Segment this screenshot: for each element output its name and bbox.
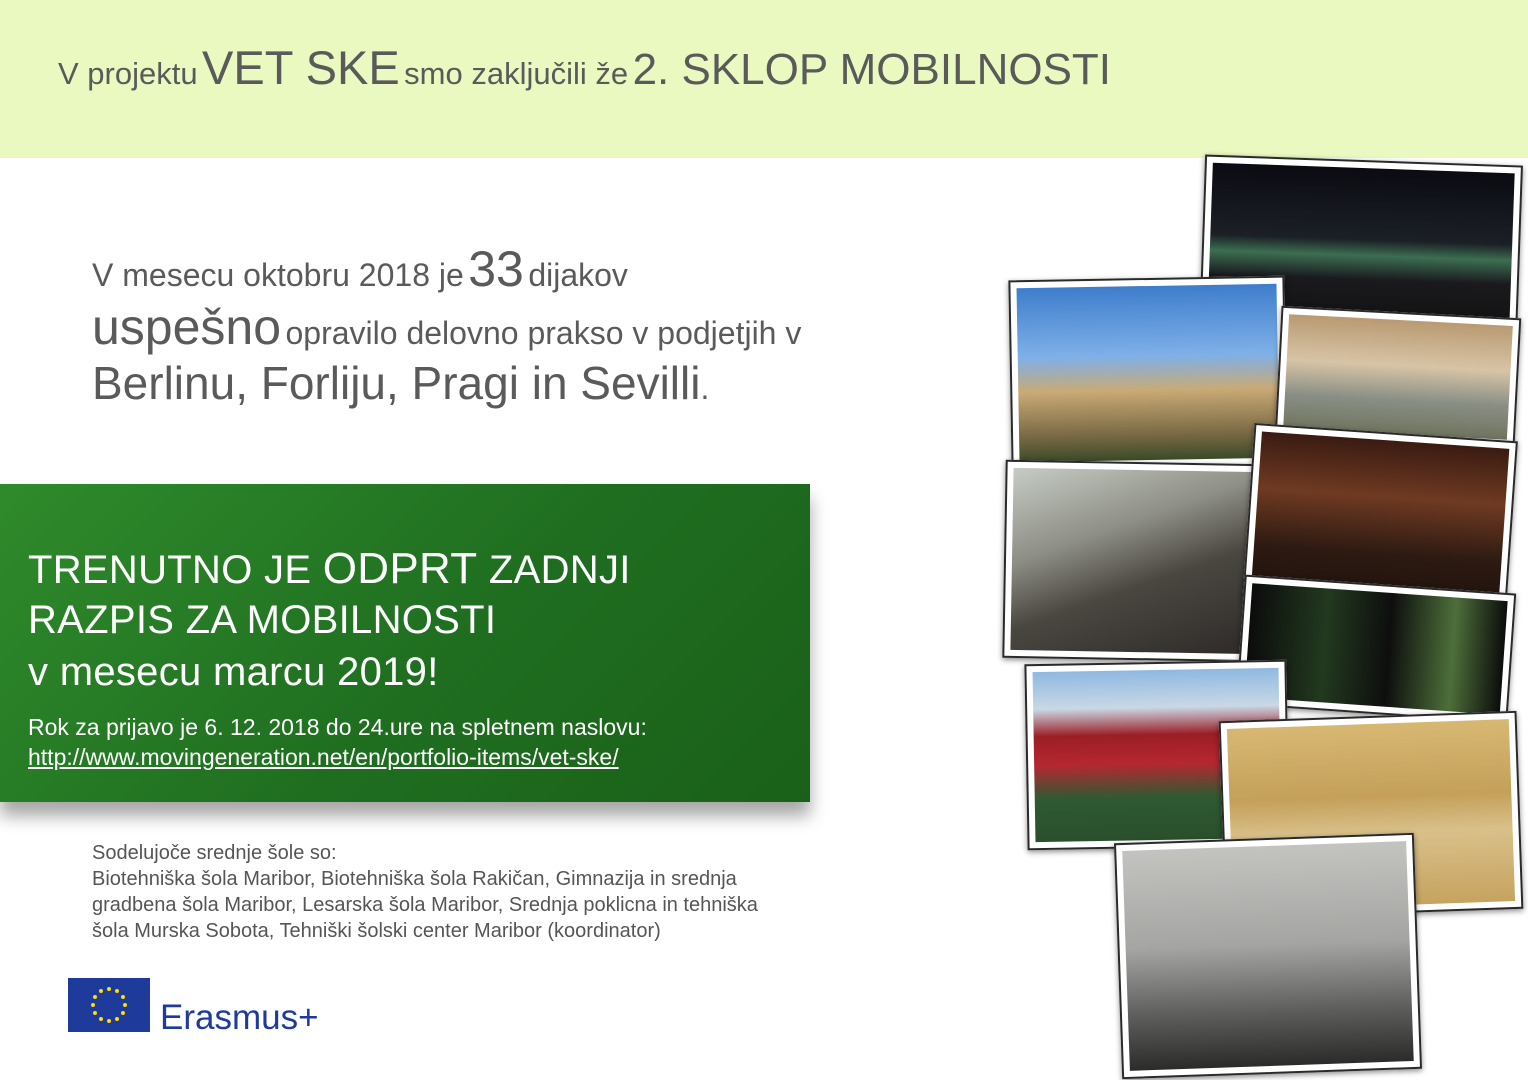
title-part-4: 2. SKLOP MOBILNOSTI [632, 45, 1112, 94]
call-box [0, 484, 810, 802]
intro-text [92, 240, 801, 410]
photo-dome-group [1002, 460, 1265, 663]
intro-line2-b: opravilo delovno prakso v podjetjih v [285, 315, 802, 351]
schools-line-2: gradbena šola Maribor, Lesarska šola Maribor, Srednja poklicna in tehniška [92, 894, 758, 916]
call-h1-b: ODPRT [322, 544, 478, 593]
schools-line-1: Biotehniška šola Maribor, Biotehniška šola Rakičan, Gimnazija in srednja [92, 868, 737, 890]
deadline-note: Rok za prijavo je 6. 12. 2018 do 24.ure na spletnem naslovu: [28, 714, 647, 740]
title-part-3: smo zaključili že [404, 56, 629, 91]
page-title [58, 40, 1111, 95]
title-part-1: V projektu [58, 56, 198, 91]
intro-period: . [700, 370, 710, 406]
intro-line1-c: dijakov [528, 257, 628, 293]
photo-seville-tower [1008, 276, 1287, 471]
eu-flag-icon [68, 978, 150, 1032]
intro-line1-a: V mesecu oktobru 2018 je [92, 257, 464, 293]
erasmus-logo: Erasmus+ [160, 998, 319, 1037]
call-h1-a: TRENUTNO JE [28, 548, 312, 592]
schools-title: Sodelujoče srednje šole so: [92, 842, 337, 864]
title-part-2: VET SKE [202, 41, 400, 94]
schools-list [92, 840, 972, 944]
schools-line-3: šola Murska Sobota, Tehniški šolski center Maribor (koordinator) [92, 920, 661, 942]
intro-cities: Berlinu, Forliju, Pragi in Sevilli [92, 357, 701, 409]
call-heading-1 [28, 544, 631, 594]
call-heading-2: RAZPIS ZA MOBILNOSTI [28, 598, 497, 642]
application-link[interactable]: http://www.movingeneration.net/en/portfolio-items/vet-ske/ [28, 744, 619, 770]
photo-cathedral-group [1114, 833, 1422, 1079]
call-h1-c: ZADNJI [488, 548, 631, 592]
intro-count: 33 [468, 241, 524, 297]
intro-success: uspešno [92, 299, 282, 355]
call-heading-3: v mesecu marcu 2019! [28, 650, 439, 694]
